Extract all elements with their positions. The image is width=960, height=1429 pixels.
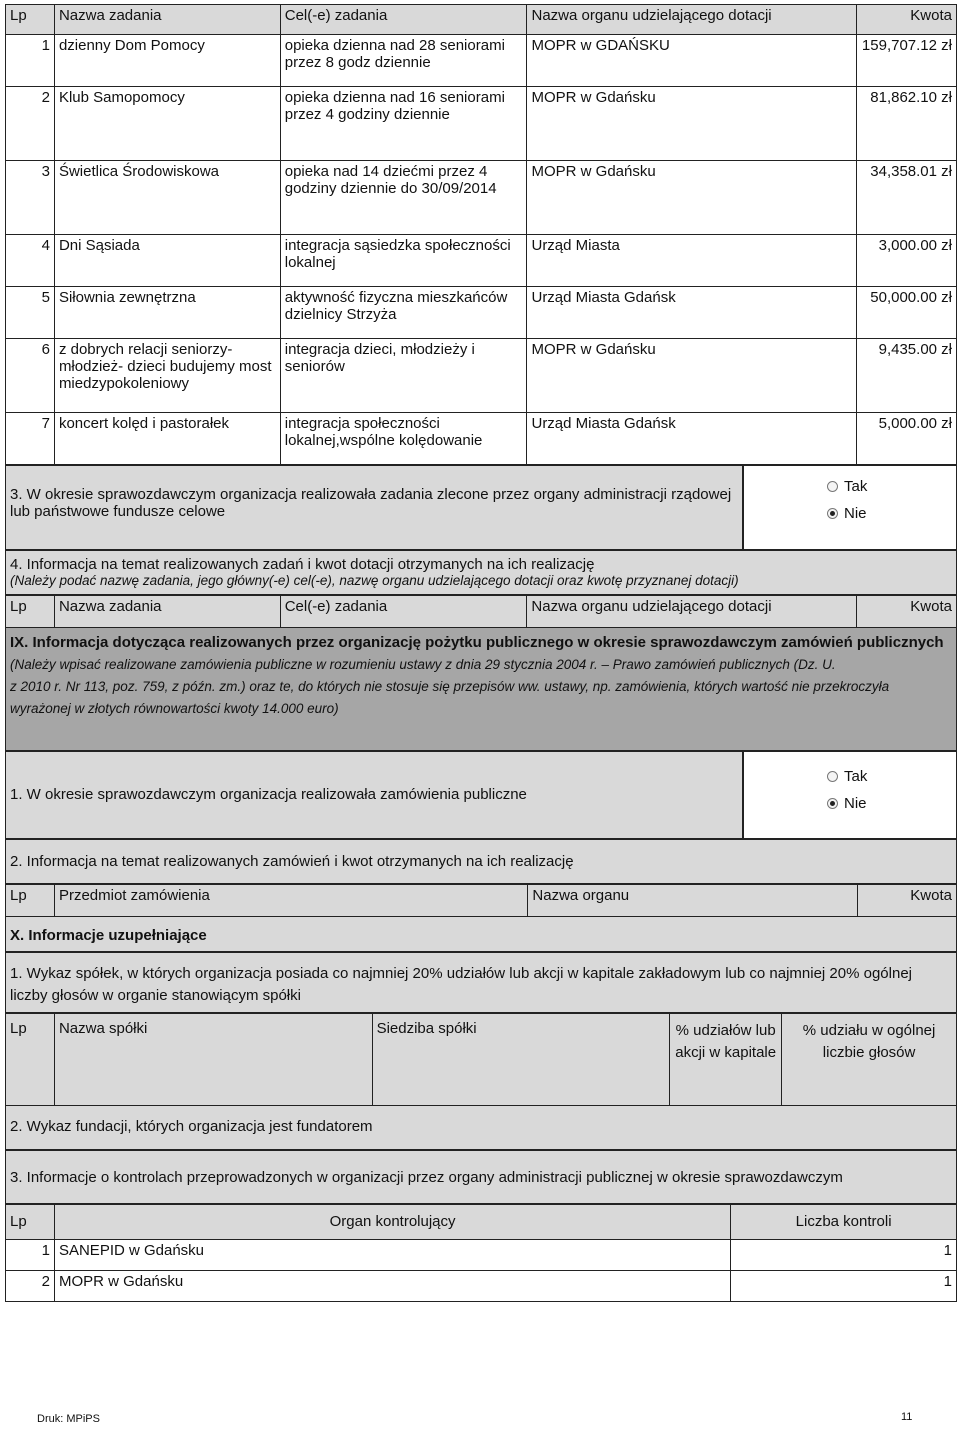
row-name: Świetlica Środowiskowa — [54, 161, 280, 235]
option-label: Nie — [844, 795, 867, 812]
row-name: Klub Samopomocy — [54, 87, 280, 161]
row-name: Dni Sąsiada — [54, 235, 280, 287]
section3-no-option[interactable] — [827, 505, 956, 522]
row-lp: 5 — [6, 287, 55, 339]
header-organ: Nazwa organu — [528, 885, 858, 917]
header-amount: Kwota — [857, 5, 957, 35]
row-lp: 6 — [6, 339, 55, 413]
row-lp: 3 — [6, 161, 55, 235]
sectionX-q2: 2. Wykaz fundacji, których organizacja jest fundatorem — [10, 1118, 373, 1135]
sectionIX-q1: 1. W okresie sprawozdawczym organizacja realizowała zamówienia publiczne — [10, 786, 527, 803]
table-row — [6, 87, 957, 161]
page-number: 11 — [901, 1411, 913, 1423]
row-organ: Urząd Miasta Gdańsk — [527, 413, 857, 465]
row-control-count: 1 — [731, 1271, 957, 1302]
header-shares: % udziałów lub akcji w kapitale — [670, 1014, 782, 1106]
row-name: dzienny Dom Pomocy — [54, 35, 280, 87]
controls-table — [5, 1204, 957, 1302]
row-name: z dobrych relacji seniorzy-młodzież- dzieci budujemy most miedzypokoleniowy — [54, 339, 280, 413]
row-lp: 1 — [6, 35, 55, 87]
sectionX-q1: 1. Wykaz spółek, w których organizacja posiada co najmniej 20% udziałów lub akcji w kapitale zakładowym lub co najmniej 20% ogólnej liczby głosów w organie stanowiącym spółki — [10, 965, 912, 1004]
row-goal: integracja dzieci, młodzieży i seniorów — [280, 339, 527, 413]
section4-header-row — [6, 596, 957, 628]
row-goal: opieka nad 14 dziećmi przez 4 godziny dziennie do 30/09/2014 — [280, 161, 527, 235]
sectionX-q3: 3. Informacje o kontrolach przeprowadzonych w organizacji przez organy administracji publicznej w okresie sprawozdawczym — [10, 1169, 843, 1186]
sectionIX-title: IX. Informacja dotycząca realizowanych przez organizację pożytku publicznego w okresie sprawozdawczym zamówień publicznych — [10, 634, 944, 651]
table-row — [6, 339, 957, 413]
row-lp: 7 — [6, 413, 55, 465]
tasks-table — [5, 4, 957, 465]
header-name: Nazwa zadania — [54, 5, 280, 35]
header-control-count: Liczba kontroli — [731, 1205, 957, 1240]
header-lp: Lp — [6, 5, 55, 35]
row-lp: 1 — [6, 1240, 55, 1271]
row-name: Siłownia zewnętrzna — [54, 287, 280, 339]
row-organ: MOPR w GDAŃSKU — [527, 35, 857, 87]
tasks-header-row — [6, 5, 957, 35]
header-amount: Kwota — [858, 885, 957, 917]
row-lp: 4 — [6, 235, 55, 287]
row-amount: 34,358.01 zł — [857, 161, 957, 235]
sectionIX-table — [5, 884, 957, 917]
table-row — [6, 1240, 957, 1271]
sectionX-q1-box — [5, 952, 957, 1013]
header-lp: Lp — [6, 885, 55, 917]
sectionIX-yes-option[interactable] — [827, 768, 956, 785]
controls-header-row — [6, 1205, 957, 1240]
row-name: koncert kolęd i pastorałek — [54, 413, 280, 465]
radio-icon[interactable] — [827, 481, 838, 492]
sectionIX-q1-box — [5, 751, 743, 839]
sectionX-header — [5, 916, 957, 952]
row-organ: Urząd Miasta Gdańsk — [527, 287, 857, 339]
header-goal: Cel(-e) zadania — [280, 5, 527, 35]
sectionIX-no-option[interactable] — [827, 795, 956, 812]
header-lp: Lp — [6, 596, 55, 628]
row-control-organ: MOPR w Gdańsku — [54, 1271, 730, 1302]
section3-yes-option[interactable] — [827, 478, 956, 495]
footer-print-label: Druk: MPiPS — [37, 1413, 100, 1425]
row-control-organ: SANEPID w Gdańsku — [54, 1240, 730, 1271]
sectionIX-header-row — [6, 885, 957, 917]
sectionX-q2-box — [5, 1105, 957, 1150]
header-organ: Nazwa organu udzielającego dotacji — [527, 596, 857, 628]
radio-icon[interactable] — [827, 771, 838, 782]
section4-header — [5, 550, 957, 595]
row-organ: MOPR w Gdańsku — [527, 87, 857, 161]
header-control-organ: Organ kontrolujący — [54, 1205, 730, 1240]
row-amount: 5,000.00 zł — [857, 413, 957, 465]
sectionIX-options — [743, 751, 957, 839]
table-row — [6, 235, 957, 287]
row-lp: 2 — [6, 1271, 55, 1302]
option-label: Tak — [844, 478, 868, 495]
section3-question: 3. W okresie sprawozdawczym organizacja realizowała zadania zlecone przez organy administracji rządowej lub państwowe fundusze celowe — [10, 486, 732, 520]
header-subject: Przedmiot zamówienia — [54, 885, 527, 917]
row-goal: integracja sąsiedzka społeczności lokalnej — [280, 235, 527, 287]
row-organ: Urząd Miasta — [527, 235, 857, 287]
row-amount: 9,435.00 zł — [857, 339, 957, 413]
radio-selected-icon[interactable] — [827, 798, 838, 809]
section4-title: 4. Informacja na temat realizowanych zadań i kwot dotacji otrzymanych na ich realizację — [10, 556, 595, 573]
row-lp: 2 — [6, 87, 55, 161]
table-row — [6, 413, 957, 465]
row-goal: opieka dzienna nad 16 seniorami przez 4 godziny dziennie — [280, 87, 527, 161]
row-amount: 3,000.00 zł — [857, 235, 957, 287]
section4-table — [5, 595, 957, 628]
row-goal: opieka dzienna nad 28 seniorami przez 8 godz dziennie — [280, 35, 527, 87]
section3-options — [743, 465, 957, 550]
table-row — [6, 161, 957, 235]
companies-header-row — [6, 1014, 957, 1106]
row-control-count: 1 — [731, 1240, 957, 1271]
row-goal: aktywność fizyczna mieszkańców dzielnicy Strzyża — [280, 287, 527, 339]
header-votes: % udziału w ogólnej liczbie głosów — [782, 1014, 957, 1106]
sectionX-q3-box — [5, 1150, 957, 1204]
header-company-seat: Siedziba spółki — [372, 1014, 670, 1106]
row-organ: MOPR w Gdańsku — [527, 161, 857, 235]
header-organ: Nazwa organu udzielającego dotacji — [527, 5, 857, 35]
sectionIX-note-line1: (Należy wpisać realizowane zamówienia publiczne w rozumieniu ustawy z dnia 29 stycznia 2004 r. – Prawo zamówień publicznych (Dz. U. — [10, 657, 836, 672]
header-lp: Lp — [6, 1205, 55, 1240]
sectionX-title: X. Informacje uzupełniające — [10, 927, 207, 944]
header-amount: Kwota — [857, 596, 957, 628]
row-goal: integracja społeczności lokalnej,wspólne kolędowanie — [280, 413, 527, 465]
table-row — [6, 287, 957, 339]
row-amount: 50,000.00 zł — [857, 287, 957, 339]
header-name: Nazwa zadania — [54, 596, 280, 628]
table-row — [6, 1271, 957, 1302]
row-amount: 81,862.10 zł — [857, 87, 957, 161]
companies-table — [5, 1013, 957, 1106]
sectionIX-header — [5, 627, 957, 751]
section3-question-box — [5, 465, 743, 550]
sectionIX-q2-box — [5, 839, 957, 884]
header-company-name: Nazwa spółki — [54, 1014, 372, 1106]
row-organ: MOPR w Gdańsku — [527, 339, 857, 413]
header-goal: Cel(-e) zadania — [280, 596, 527, 628]
sectionIX-note-line2: z 2010 r. Nr 113, poz. 759, z późn. zm.) oraz te, do których nie stosuje się przepisów ww. ustawy, np. zamówienia, których wartość nie przekroczyła wyrażonej w złotych równowartości kwoty 14.000 euro) — [10, 679, 890, 716]
radio-selected-icon[interactable] — [827, 508, 838, 519]
table-row — [6, 35, 957, 87]
option-label: Tak — [844, 768, 868, 785]
section4-note: (Należy podać nazwę zadania, jego główny(-e) cel(-e), nazwę organu udzielającego dotacji oraz kwotę przyznanej dotacji) — [10, 573, 739, 588]
row-amount: 159,707.12 zł — [857, 35, 957, 87]
header-lp: Lp — [6, 1014, 55, 1106]
sectionIX-q2: 2. Informacja na temat realizowanych zamówień i kwot otrzymanych na ich realizację — [10, 853, 574, 870]
option-label: Nie — [844, 505, 867, 522]
